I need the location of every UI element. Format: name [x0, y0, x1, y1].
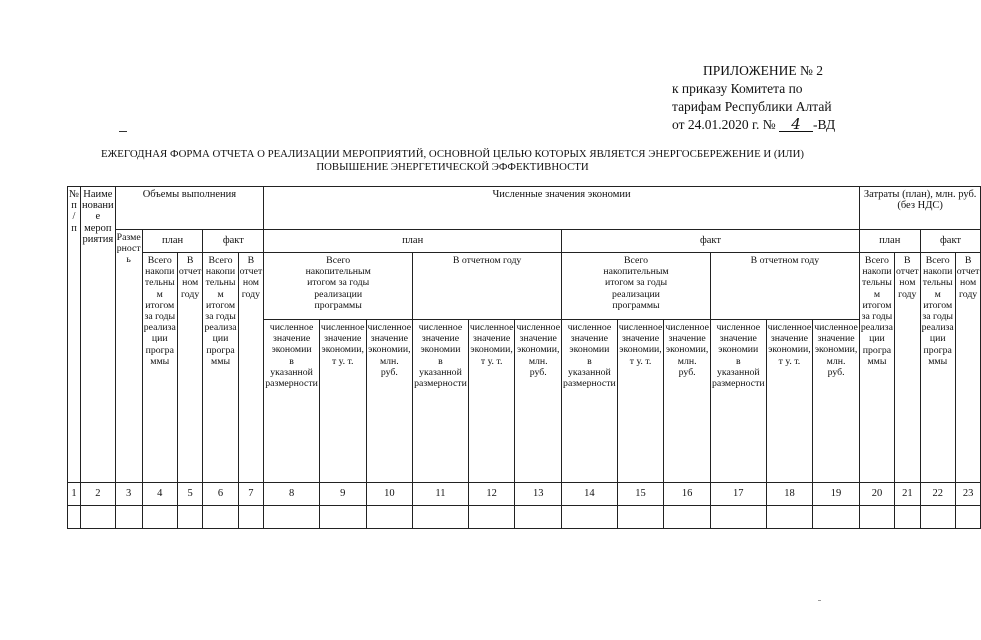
column-number: 22: [920, 483, 955, 506]
header-savings-mln: численное значение экономии, млн. руб.: [664, 320, 711, 483]
form-title: [0, 148, 905, 174]
table-cell: [515, 506, 562, 529]
scan-mark: [119, 131, 127, 132]
table-cell: [813, 506, 860, 529]
header-savings-units: численное значение экономии в указанной размерности: [562, 320, 618, 483]
header-volume-plan-year: В отчет ном году: [177, 253, 203, 483]
table-cell: [468, 506, 515, 529]
column-number: 11: [413, 483, 469, 506]
header-savings-mln: численное значение экономии, млн. руб.: [366, 320, 413, 483]
column-number: 17: [710, 483, 766, 506]
appendix-order-line: к приказу Комитета по: [672, 81, 803, 96]
table-cell: [413, 506, 469, 529]
appendix-committee-line: тарифам Республики Алтай: [672, 99, 832, 114]
table-cell: [766, 506, 813, 529]
header-savings-fact: факт: [562, 230, 860, 253]
column-number: 21: [895, 483, 921, 506]
column-number: 12: [468, 483, 515, 506]
appendix-date-line: [672, 116, 892, 134]
column-number: 1: [68, 483, 81, 506]
header-savings-plan: план: [264, 230, 562, 253]
order-suffix: -ВД: [813, 117, 836, 132]
column-number: 18: [766, 483, 813, 506]
header-costs-fact: факт: [920, 230, 981, 253]
table-cell: [68, 506, 81, 529]
table-cell: [617, 506, 664, 529]
table-cell: [238, 506, 264, 529]
column-number: 13: [515, 483, 562, 506]
column-number: 15: [617, 483, 664, 506]
header-volume-fact-year: В отчет ном году: [238, 253, 264, 483]
header-costs: Затраты (план), млн. руб. (без НДС): [859, 187, 981, 230]
table-cell: [203, 506, 238, 529]
form-title-line2: ПОВЫШЕНИЕ ЭНЕРГЕТИЧЕСКОЙ ЭФФЕКТИВНОСТИ: [316, 161, 589, 173]
header-costs-plan-year: В отчет ном году: [895, 253, 921, 483]
table-cell: [319, 506, 366, 529]
header-savings-tut: численное значение экономии, т у. т.: [766, 320, 813, 483]
header-savings-plan-total: Всего накопительным итогом за годы реализации программы: [264, 253, 413, 320]
appendix-header: [672, 62, 892, 134]
header-savings-plan-year: В отчетном году: [413, 253, 562, 320]
column-number: 2: [81, 483, 116, 506]
header-volume-fact: факт: [203, 230, 264, 253]
header-costs-fact-year: В отчет ном году: [955, 253, 981, 483]
column-number: 23: [955, 483, 981, 506]
report-form-table: [67, 186, 981, 529]
column-number: 7: [238, 483, 264, 506]
table-cell: [895, 506, 921, 529]
column-number: 20: [859, 483, 894, 506]
form-title-line1: ЕЖЕГОДНАЯ ФОРМА ОТЧЕТА О РЕАЛИЗАЦИИ МЕРОПРИЯТИЙ, ОСНОВНОЙ ЦЕЛЬЮ КОТОРЫХ ЯВЛЯЕТСЯ ЭНЕРГОСБЕРЕЖЕНИЕ И (ИЛИ): [101, 148, 804, 160]
column-numbers-row: [68, 483, 981, 506]
table-cell: [859, 506, 894, 529]
table-cell: [366, 506, 413, 529]
table-cell: [264, 506, 320, 529]
table-cell: [562, 506, 618, 529]
column-number: 4: [142, 483, 177, 506]
table-cell: [177, 506, 203, 529]
table-cell: [81, 506, 116, 529]
header-volume-plan-total: Всего накопи тельны м итогом за годы реализа ции програ ммы: [142, 253, 177, 483]
column-number: 14: [562, 483, 618, 506]
header-savings-units: численное значение экономии в указанной размерности: [413, 320, 469, 483]
header-volume-fact-total: Всего накопи тельны м итогом за годы реализа ции програ ммы: [203, 253, 238, 483]
appendix-title: ПРИЛОЖЕНИЕ № 2: [703, 63, 824, 78]
header-savings-tut: численное значение экономии, т у. т.: [319, 320, 366, 483]
header-savings: Численные значения экономии: [264, 187, 860, 230]
header-savings-tut: численное значение экономии, т у. т.: [468, 320, 515, 483]
column-number: 9: [319, 483, 366, 506]
header-dimension: Разме рност ь: [115, 230, 142, 483]
header-costs-plan: план: [859, 230, 920, 253]
header-savings-fact-year: В отчетном году: [710, 253, 859, 320]
header-volume: Объемы выполнения: [115, 187, 264, 230]
table-cell: [115, 506, 142, 529]
column-number: 10: [366, 483, 413, 506]
header-savings-units: численное значение экономии в указанной размерности: [264, 320, 320, 483]
header-costs-plan-total: Всего накопи тельны м итогом за годы реализа ции програ ммы: [859, 253, 894, 483]
header-activity-name: Наиме новани е мероп риятия: [81, 187, 116, 483]
scan-artifact: [818, 600, 821, 601]
empty-data-row: [68, 506, 981, 529]
column-number: 5: [177, 483, 203, 506]
header-savings-units: численное значение экономии в указанной размерности: [710, 320, 766, 483]
order-number: 4: [779, 117, 813, 132]
column-number: 19: [813, 483, 860, 506]
header-savings-tut: численное значение экономии, т у. т.: [617, 320, 664, 483]
column-number: 16: [664, 483, 711, 506]
column-number: 6: [203, 483, 238, 506]
header-savings-mln: численное значение экономии, млн. руб.: [813, 320, 860, 483]
table-cell: [664, 506, 711, 529]
header-savings-mln: численное значение экономии, млн. руб.: [515, 320, 562, 483]
header-volume-plan: план: [142, 230, 203, 253]
column-number: 8: [264, 483, 320, 506]
column-number: 3: [115, 483, 142, 506]
header-row-number: № п / п: [68, 187, 81, 483]
table-cell: [142, 506, 177, 529]
table-cell: [710, 506, 766, 529]
table-cell: [920, 506, 955, 529]
header-savings-fact-total: Всего накопительным итогом за годы реализации программы: [562, 253, 711, 320]
order-date: от 24.01.2020 г. №: [672, 117, 776, 132]
header-costs-fact-total: Всего накопи тельны м итогом за годы реализа ции програ ммы: [920, 253, 955, 483]
table-cell: [955, 506, 981, 529]
